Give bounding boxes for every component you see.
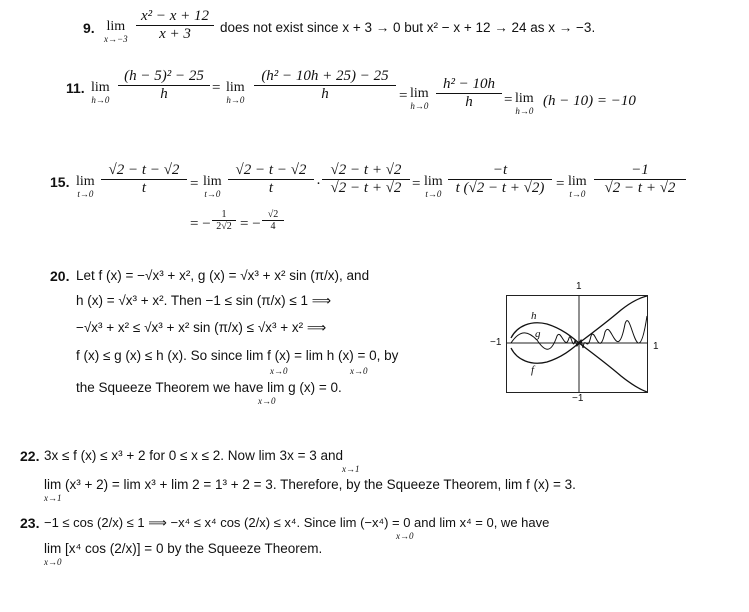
squeeze-graph <box>506 295 648 393</box>
limit-operator: lim x→−3 <box>104 19 128 44</box>
problem-text: the Squeeze Theorem we have lim g (x) = 0. <box>76 380 342 395</box>
graph-label-bottom: −1 <box>572 393 584 404</box>
limit-operator: lim h→0 <box>410 86 429 111</box>
graph-label-right: 1 <box>653 341 659 352</box>
fraction: h² − 10h h <box>436 76 502 111</box>
problem-text: Let f (x) = −√x³ + x², g (x) = √x³ + x² sin (π/x), and <box>76 268 370 283</box>
fraction: √2 − t − √2 t <box>101 162 187 197</box>
limit-subscript: x→0 <box>396 531 414 541</box>
limit-operator: lim t→0 <box>424 174 443 199</box>
problem-text: −√x³ + x² ≤ √x³ + x² sin (π/x) ≤ √x³ + x² ⟹ <box>76 320 327 335</box>
fraction: x² − x + 12 x + 3 <box>136 8 214 43</box>
limit-subscript: x→0 <box>258 396 276 406</box>
limit-subscript: x→1 <box>44 493 62 503</box>
limit-subscript: x→0 <box>270 366 288 376</box>
problem-text: lim (x³ + 2) = lim x³ + lim 2 = 1³ + 2 = 3. Therefore, by the Squeeze Theorem, lim f (x) = 3. <box>44 477 576 492</box>
problem-number: 9. <box>83 20 95 36</box>
problem-number: 23. <box>20 515 40 531</box>
problem-number: 20. <box>50 268 70 284</box>
fraction: (h² − 10h + 25) − 25 h <box>254 68 396 103</box>
label-h: h <box>531 310 537 322</box>
limit-operator: lim t→0 <box>568 174 587 199</box>
limit-subscript: x→0 <box>350 366 368 376</box>
graph-label-top: 1 <box>576 281 582 292</box>
problem-number: 22. <box>20 448 40 464</box>
graph-svg <box>507 296 647 392</box>
fraction: (h − 5)² − 25 h <box>118 68 210 103</box>
limit-subscript: x→0 <box>44 557 62 567</box>
problem-text: −1 ≤ cos (2/x) ≤ 1 ⟹ −x⁴ ≤ x⁴ cos (2/x) ≤ x⁴. Since lim (−x⁴) = 0 and lim x⁴ = 0, we have <box>44 515 550 530</box>
problem-text: f (x) ≤ g (x) ≤ h (x). So since lim f (x) = lim h (x) = 0, by <box>76 348 399 363</box>
problem-text: does not exist since x + 3 → 0 but x² − x + 12 → 24 as x → −3. <box>220 20 596 35</box>
problem-text: 3x ≤ f (x) ≤ x³ + 2 for 0 ≤ x ≤ 2. Now lim 3x = 3 and <box>44 448 343 463</box>
fraction: √2 4 <box>262 209 284 232</box>
label-g: g <box>535 328 541 340</box>
label-f: f <box>531 364 535 376</box>
fraction: −t t (√2 − t + √2) <box>448 162 552 197</box>
problem-number: 15. <box>50 174 70 190</box>
fraction: √2 − t + √2 √2 − t + √2 <box>322 162 410 197</box>
limit-operator: lim h→0 <box>91 80 110 105</box>
limit-subscript: x→1 <box>342 464 360 474</box>
fraction: √2 − t − √2 t <box>228 162 314 197</box>
limit-operator: lim t→0 <box>76 174 95 199</box>
problem-number: 11. <box>66 80 85 96</box>
fraction: −1 √2 − t + √2 <box>594 162 686 197</box>
problem-text: lim [x⁴ cos (2/x)] = 0 by the Squeeze Theorem. <box>44 541 323 556</box>
limit-operator: lim h→0 <box>226 80 245 105</box>
fraction: 1 2√2 <box>212 209 236 232</box>
result: (h − 10) = −10 <box>543 93 636 109</box>
graph-label-left: −1 <box>490 337 502 348</box>
limit-operator: lim t→0 <box>203 174 222 199</box>
problem-text: h (x) = √x³ + x². Then −1 ≤ sin (π/x) ≤ 1 ⟹ <box>76 293 332 308</box>
limit-operator: lim h→0 <box>515 91 534 116</box>
